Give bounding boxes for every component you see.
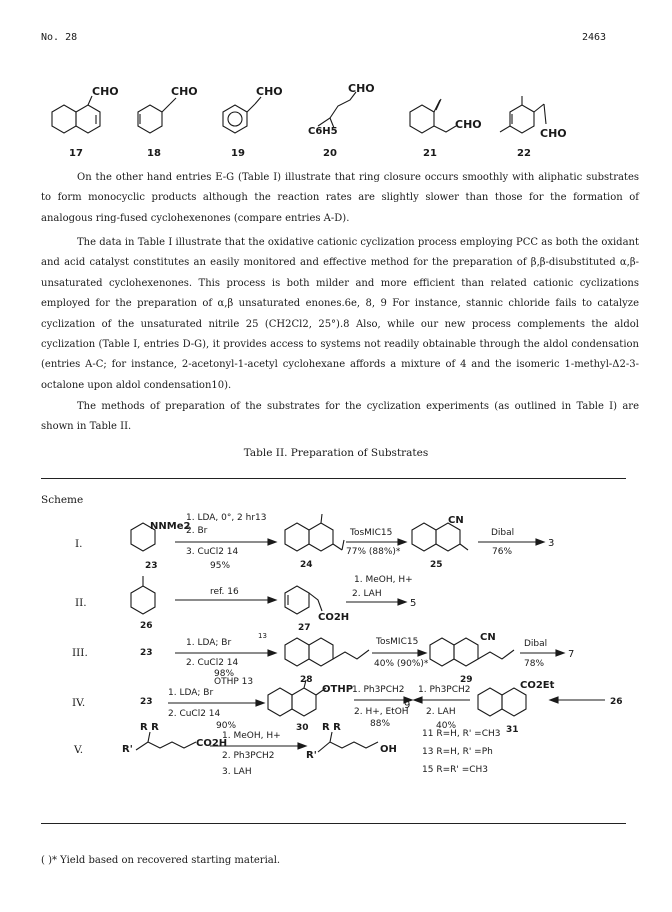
svg-text:CO2H: CO2H <box>196 738 228 749</box>
svg-text:29: 29 <box>460 675 473 685</box>
svg-text:40% (90%)*: 40% (90%)* <box>374 659 429 669</box>
paragraph-2: The data in Table I illustrate that the oxidative cationic cyclization process employing PCC as both the oxidant and acid catalyst constitutes an easily monitored and effective method for the preparation of β,β-disubstituted α,β-unsaturated cyclohexenones. This process is both milder and more efficient than related cationic cyclizations employed for the preparation of α,β unsaturated enones.6e, 8, 9 For instance, stannic chloride fails to catalyze cyclization of the unsaturated nitrile 25 (CH2Cl2, 25°).8 Also, while our new process complements the aldol cyclization (Table I, entries D-G), it provides access to systems not readily obtainable through the aldol condensation (entries A-C; for instance, 2-acetonyl-1-acetyl cyclohexane affords a mixture of 4 and the isomeric 1-methyl-Δ2-3-octalone upon aldol condensation10). <box>41 237 639 391</box>
structure-17 <box>52 96 100 133</box>
svg-text:CN: CN <box>448 515 464 526</box>
svg-text:2. H+, EtOH: 2. H+, EtOH <box>354 707 409 717</box>
svg-text:78%: 78% <box>524 659 545 669</box>
svg-text:15 R=R' =CH3: 15 R=R' =CH3 <box>422 765 489 775</box>
svg-text:1. MeOH, H+: 1. MeOH, H+ <box>222 731 281 741</box>
svg-text:CHO: CHO <box>455 118 482 131</box>
svg-text:13 R=H, R' =Ph: 13 R=H, R' =Ph <box>422 747 493 757</box>
svg-text:23: 23 <box>140 697 153 707</box>
footnote: ( )* Yield based on recovered starting material. <box>41 855 281 866</box>
svg-text:CN: CN <box>480 632 496 643</box>
svg-text:1. LDA, 0°, 2 hr13: 1. LDA, 0°, 2 hr13 <box>186 513 267 523</box>
svg-text:OH: OH <box>380 744 397 755</box>
svg-text:3. CuCl2 14: 3. CuCl2 14 <box>186 547 239 557</box>
svg-text:1. Ph3PCH2: 1. Ph3PCH2 <box>352 685 405 695</box>
svg-text:24: 24 <box>300 560 313 570</box>
svg-text:CO2H: CO2H <box>318 612 350 623</box>
label-17: 17 <box>69 148 83 159</box>
svg-text:CHO: CHO <box>171 85 198 98</box>
svg-text:76%: 76% <box>492 547 513 557</box>
svg-text:90%: 90% <box>216 721 237 731</box>
structure-19 <box>223 97 261 133</box>
svg-text:2. CuCl2 14: 2. CuCl2 14 <box>186 658 239 668</box>
svg-text:26: 26 <box>140 621 153 631</box>
svg-text:ref. 16: ref. 16 <box>210 587 239 597</box>
svg-text:CHO: CHO <box>540 127 567 140</box>
table2-title: Table II. Preparation of Substrates <box>243 447 429 459</box>
row-label-3: III. <box>72 647 88 659</box>
svg-text:CHO: CHO <box>348 82 375 95</box>
svg-text:2. Br: 2. Br <box>186 526 208 536</box>
svg-text:25: 25 <box>430 560 443 570</box>
svg-text:1. Ph3PCH2: 1. Ph3PCH2 <box>418 685 471 695</box>
svg-text:2. Ph3PCH2: 2. Ph3PCH2 <box>222 751 275 761</box>
svg-text:2. LAH: 2. LAH <box>352 589 382 599</box>
svg-text:77% (88%)*: 77% (88%)* <box>346 547 401 557</box>
scheme-label: Scheme <box>41 494 84 506</box>
svg-text:TosMIC15: TosMIC15 <box>350 528 393 538</box>
svg-text:13: 13 <box>258 632 267 640</box>
svg-text:9: 9 <box>404 700 411 711</box>
svg-text:3. LAH: 3. LAH <box>222 767 252 777</box>
svg-text:Dibal: Dibal <box>491 528 515 538</box>
svg-text:1. MeOH, H+: 1. MeOH, H+ <box>354 575 413 585</box>
svg-text:2. CuCl2 14: 2. CuCl2 14 <box>168 709 221 719</box>
svg-text:95%: 95% <box>210 561 231 571</box>
svg-text:88%: 88% <box>370 719 391 729</box>
svg-text:OTHP 13: OTHP 13 <box>214 677 254 687</box>
row-label-1: I. <box>75 538 83 550</box>
svg-text:1. LDA; Br: 1. LDA; Br <box>186 638 232 648</box>
svg-text:R': R' <box>122 744 133 755</box>
table-top-rule <box>41 478 626 479</box>
svg-text:R': R' <box>306 750 317 761</box>
svg-text:TosMIC15: TosMIC15 <box>376 637 419 647</box>
paragraph-3: The methods of preparation of the substrates for the cyclization experiments (as outlined in Table I) are shown in Table II. <box>41 401 639 433</box>
scheme-drawing <box>0 490 672 850</box>
svg-text:2. LAH: 2. LAH <box>426 707 456 717</box>
row-label-2: II. <box>75 597 87 609</box>
svg-text:OTHP: OTHP <box>322 684 354 695</box>
svg-text:26: 26 <box>610 697 623 707</box>
row-label-5: V. <box>74 744 84 756</box>
label-18: 18 <box>147 148 161 159</box>
svg-text:5: 5 <box>410 598 417 609</box>
row-label-4: IV. <box>72 697 86 709</box>
structure-18 <box>138 98 176 133</box>
svg-text:1. LDA; Br: 1. LDA; Br <box>168 688 214 698</box>
svg-text:27: 27 <box>298 623 311 633</box>
svg-text:23: 23 <box>140 648 153 658</box>
structure-20 <box>318 92 356 128</box>
svg-text:3: 3 <box>548 538 555 549</box>
label-20: 20 <box>323 148 337 159</box>
svg-text:C6H5: C6H5 <box>308 126 338 137</box>
table-bottom-rule <box>41 823 626 824</box>
label-22: 22 <box>517 148 531 159</box>
issue-number: No. 28 <box>41 32 78 43</box>
svg-text:Dibal: Dibal <box>524 639 548 649</box>
svg-text:31: 31 <box>506 725 519 735</box>
paragraph-1: On the other hand entries E-G (Table I) illustrate that ring closure occurs smoothly with aliphatic substrates to form monocyclic products although the reaction rates are slightly slower than those for the formation of analogous ring-fused cyclohexenones (compare entries A-D). <box>41 172 639 224</box>
label-21: 21 <box>423 148 437 159</box>
label-19: 19 <box>231 148 245 159</box>
svg-text:30: 30 <box>296 723 309 733</box>
svg-text:23: 23 <box>145 561 158 571</box>
svg-text:CO2Et: CO2Et <box>520 680 555 691</box>
svg-text:NNMe2: NNMe2 <box>150 521 191 532</box>
svg-text:CHO: CHO <box>92 85 119 98</box>
svg-text:R R: R R <box>140 722 159 733</box>
svg-text:98%: 98% <box>214 669 235 679</box>
svg-text:40%: 40% <box>436 721 457 731</box>
top-structures <box>0 0 672 180</box>
svg-text:11 R=H, R' =CH3: 11 R=H, R' =CH3 <box>422 729 501 739</box>
svg-text:7: 7 <box>568 649 575 660</box>
svg-text:28: 28 <box>300 675 313 685</box>
structure-21 <box>410 99 456 133</box>
svg-text:CHO: CHO <box>256 85 283 98</box>
svg-text:R R: R R <box>322 722 341 733</box>
page-number: 2463 <box>582 32 607 43</box>
